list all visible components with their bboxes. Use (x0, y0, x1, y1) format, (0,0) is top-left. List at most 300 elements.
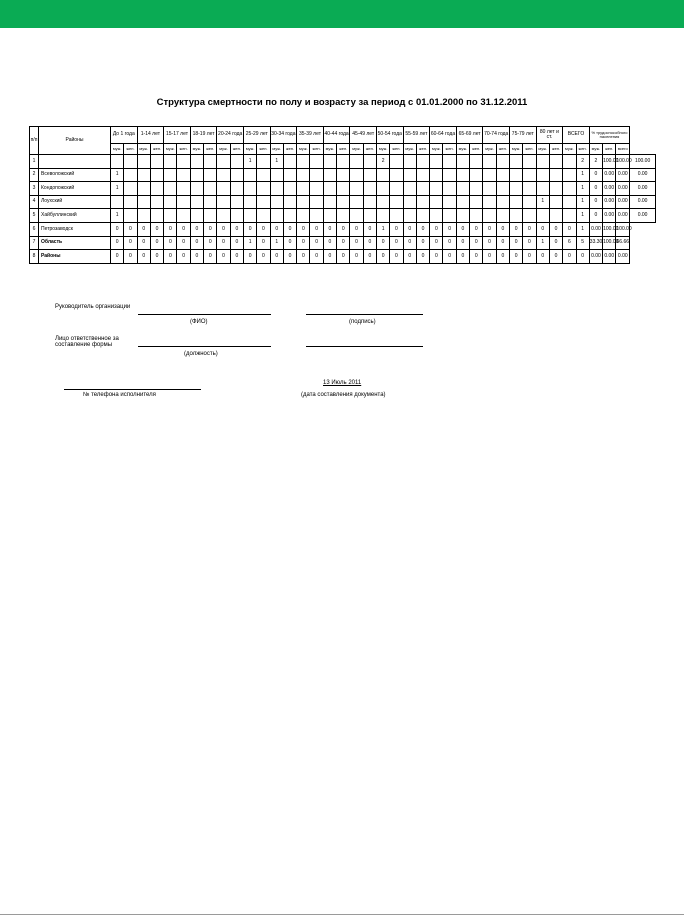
age-sex-cell: 0 (350, 250, 363, 264)
age-sex-cell (523, 182, 536, 196)
age-sex-cell (350, 168, 363, 182)
age-sex-cell: 0 (470, 250, 483, 264)
pct-all-cell: 0.00 (630, 182, 656, 196)
sub-header-female: жен. (470, 144, 483, 155)
age-group-header: 15-17 лет (164, 127, 191, 144)
sub-header-male: муж. (323, 144, 336, 155)
row-number: 4 (30, 195, 39, 209)
age-sex-cell (310, 195, 323, 209)
age-sex-cell: 0 (510, 250, 523, 264)
total-header: ВСЕГО (563, 127, 590, 144)
age-sex-cell (297, 155, 310, 169)
age-sex-cell: 0 (456, 236, 469, 250)
age-sex-cell: 0 (510, 222, 523, 236)
age-sex-cell (257, 209, 270, 223)
age-sex-cell (230, 182, 243, 196)
age-sex-cell (217, 155, 230, 169)
age-sex-cell: 0 (217, 236, 230, 250)
sub-header-female: жен. (310, 144, 323, 155)
age-sex-cell: 1 (111, 209, 124, 223)
age-sex-cell: 0 (164, 250, 177, 264)
age-sex-cell (496, 168, 509, 182)
age-sex-cell (111, 155, 124, 169)
age-sex-cell (283, 168, 296, 182)
total-female-cell: 0 (589, 195, 602, 209)
sub-header-male: муж. (111, 144, 124, 155)
table-header-row (30, 127, 656, 144)
age-sex-cell (470, 209, 483, 223)
age-sex-cell (483, 168, 496, 182)
total-male-cell: 0 (563, 250, 576, 264)
sub-header-male: муж. (536, 144, 549, 155)
age-sex-cell (523, 168, 536, 182)
age-sex-cell (523, 195, 536, 209)
age-sex-cell (137, 209, 150, 223)
table-row (30, 209, 656, 223)
age-sex-cell (563, 182, 576, 196)
age-sex-cell: 0 (164, 236, 177, 250)
age-sex-cell (523, 155, 536, 169)
age-sex-cell (376, 182, 389, 196)
age-sex-cell (124, 155, 137, 169)
age-sex-cell (430, 168, 443, 182)
age-sex-cell (190, 209, 203, 223)
age-sex-cell: 0 (230, 236, 243, 250)
age-sex-cell (403, 182, 416, 196)
age-sex-cell (376, 209, 389, 223)
age-sex-cell (297, 182, 310, 196)
age-sex-cell: 1 (243, 155, 256, 169)
age-sex-cell: 0 (337, 236, 350, 250)
sub-header-male: муж. (483, 144, 496, 155)
age-sex-cell (443, 168, 456, 182)
age-sex-cell (257, 182, 270, 196)
age-sex-cell: 0 (483, 222, 496, 236)
age-sex-cell: 0 (483, 236, 496, 250)
age-sex-cell (243, 195, 256, 209)
age-sex-cell (376, 195, 389, 209)
age-sex-cell (496, 209, 509, 223)
age-sex-cell (510, 168, 523, 182)
pct-female-cell: 0.00 (616, 195, 630, 209)
age-sex-cell: 0 (430, 250, 443, 264)
sub-header-female: жен. (257, 144, 270, 155)
age-sex-cell (283, 155, 296, 169)
age-sex-cell (536, 209, 549, 223)
age-group-header: 20-24 года (217, 127, 244, 144)
pct-female-cell: 100.00 (603, 222, 616, 236)
table-row (30, 168, 656, 182)
age-sex-cell (243, 209, 256, 223)
total-female-cell: 5 (576, 236, 589, 250)
age-sex-cell: 0 (536, 222, 549, 236)
sub-header-female: жен. (150, 144, 163, 155)
age-sex-cell (549, 195, 562, 209)
age-sex-cell (496, 195, 509, 209)
age-sex-cell: 0 (496, 222, 509, 236)
age-sex-cell: 0 (283, 222, 296, 236)
age-sex-cell (243, 182, 256, 196)
age-sex-cell (350, 182, 363, 196)
row-number: 5 (30, 209, 39, 223)
age-sex-cell (470, 195, 483, 209)
age-sex-cell (124, 182, 137, 196)
row-number: 1 (30, 155, 39, 169)
age-sex-cell (177, 155, 190, 169)
age-sex-cell (443, 209, 456, 223)
age-sex-cell: 0 (430, 236, 443, 250)
age-sex-cell (190, 155, 203, 169)
total-male-cell: 1 (576, 195, 589, 209)
age-sex-cell (150, 182, 163, 196)
age-sex-cell: 0 (323, 236, 336, 250)
age-group-header: 40-44 года (323, 127, 350, 144)
age-group-header: 50-54 года (376, 127, 403, 144)
age-sex-cell: 0 (523, 236, 536, 250)
age-sex-cell: 0 (111, 222, 124, 236)
age-sex-cell (310, 182, 323, 196)
age-sex-cell: 0 (111, 250, 124, 264)
age-sex-cell: 0 (390, 236, 403, 250)
age-sex-cell (350, 155, 363, 169)
total-female-cell: 0 (576, 250, 589, 264)
age-sex-cell: 0 (137, 250, 150, 264)
age-sex-cell: 0 (204, 222, 217, 236)
age-sex-cell: 0 (297, 236, 310, 250)
age-sex-cell (270, 182, 283, 196)
age-sex-cell: 0 (549, 250, 562, 264)
sub-header-male: муж. (456, 144, 469, 155)
sub-header-female: жен. (230, 144, 243, 155)
sub-header-female: жен. (390, 144, 403, 155)
age-sex-cell (443, 155, 456, 169)
age-sex-cell: 0 (230, 222, 243, 236)
table-row (30, 250, 656, 264)
age-sex-cell: 0 (150, 222, 163, 236)
pct-male-cell: 100.00 (603, 155, 616, 169)
age-sex-cell: 2 (376, 155, 389, 169)
age-sex-cell (483, 155, 496, 169)
sub-header-all: всего (616, 144, 630, 155)
age-sex-cell: 0 (270, 222, 283, 236)
age-sex-cell: 0 (549, 222, 562, 236)
age-sex-cell (430, 195, 443, 209)
age-sex-cell (297, 209, 310, 223)
sub-header-male: муж. (243, 144, 256, 155)
sub-header-male: муж. (510, 144, 523, 155)
position-caption: (должность) (184, 351, 218, 357)
age-sex-cell (403, 209, 416, 223)
total-male-cell: 1 (576, 182, 589, 196)
age-sex-cell (416, 195, 429, 209)
bottom-divider (0, 914, 684, 915)
age-sex-cell (549, 209, 562, 223)
age-sex-cell: 0 (523, 222, 536, 236)
age-group-header: 30-34 года (270, 127, 297, 144)
age-sex-cell (177, 195, 190, 209)
age-sex-cell (270, 168, 283, 182)
sub-header-male: муж. (297, 144, 310, 155)
total-male-cell: 6 (563, 236, 576, 250)
age-sex-cell: 0 (416, 236, 429, 250)
age-sex-cell: 1 (270, 236, 283, 250)
sub-header-male: муж. (430, 144, 443, 155)
age-sex-cell (310, 168, 323, 182)
age-sex-cell (510, 209, 523, 223)
age-sex-cell: 0 (204, 236, 217, 250)
sub-header-male: муж. (376, 144, 389, 155)
responsible-label: Лицо ответственное за составление формы (55, 336, 119, 348)
col-district-header: Районы (39, 127, 111, 155)
age-sex-cell (456, 195, 469, 209)
age-sex-cell (403, 168, 416, 182)
age-sex-cell: 0 (416, 222, 429, 236)
age-sex-cell: 1 (243, 236, 256, 250)
age-sex-cell: 0 (190, 250, 203, 264)
age-sex-cell (257, 195, 270, 209)
age-sex-cell (137, 182, 150, 196)
age-sex-cell: 0 (390, 222, 403, 236)
age-sex-cell: 0 (323, 222, 336, 236)
total-female-cell: 0 (589, 168, 602, 182)
age-sex-cell (124, 209, 137, 223)
age-sex-cell (363, 155, 376, 169)
total-male-cell: 1 (576, 209, 589, 223)
age-sex-cell: 0 (177, 236, 190, 250)
age-sex-cell: 0 (403, 236, 416, 250)
age-sex-cell (243, 168, 256, 182)
age-sex-cell (323, 182, 336, 196)
age-sex-cell (510, 195, 523, 209)
signature-line (306, 314, 423, 315)
row-number: 6 (30, 222, 39, 236)
age-sex-cell: 0 (470, 236, 483, 250)
pct-all-cell: 100.00 (630, 155, 656, 169)
age-sex-cell (204, 155, 217, 169)
age-sex-cell: 0 (177, 222, 190, 236)
district-name: Лоухский (39, 195, 111, 209)
age-sex-cell (549, 155, 562, 169)
working-age-pct-header: % трудоспособного населения (589, 127, 629, 144)
col-num-header: п/п (30, 127, 39, 155)
age-sex-cell: 0 (456, 250, 469, 264)
sub-header-male: муж. (217, 144, 230, 155)
age-sex-cell (230, 195, 243, 209)
age-sex-cell (323, 209, 336, 223)
sub-header-male: муж. (403, 144, 416, 155)
sub-header-female: жен. (124, 144, 137, 155)
age-sex-cell: 0 (390, 250, 403, 264)
age-sex-cell: 0 (416, 250, 429, 264)
age-sex-cell (230, 168, 243, 182)
age-sex-cell (416, 168, 429, 182)
age-sex-cell: 0 (137, 222, 150, 236)
age-sex-cell: 0 (257, 250, 270, 264)
age-sex-cell: 0 (430, 222, 443, 236)
sub-header-female: жен. (337, 144, 350, 155)
age-sex-cell (363, 209, 376, 223)
age-group-header: 55-59 лет (403, 127, 430, 144)
age-sex-cell (230, 209, 243, 223)
age-sex-cell (470, 155, 483, 169)
age-sex-cell: 0 (257, 222, 270, 236)
age-sex-cell: 0 (190, 236, 203, 250)
pct-male-cell: 33.30 (589, 236, 602, 250)
age-sex-cell (443, 195, 456, 209)
age-sex-cell (483, 209, 496, 223)
sub-header-female: жен. (204, 144, 217, 155)
age-sex-cell: 0 (217, 222, 230, 236)
age-group-header: 70-74 года (483, 127, 510, 144)
district-name: Область (39, 236, 111, 250)
age-sex-cell (217, 182, 230, 196)
pct-male-cell: 0.00 (603, 195, 616, 209)
age-sex-cell: 0 (549, 236, 562, 250)
age-sex-cell: 0 (443, 236, 456, 250)
age-sex-cell (563, 195, 576, 209)
age-sex-cell (376, 168, 389, 182)
age-sex-cell: 1 (536, 195, 549, 209)
table-row (30, 222, 656, 236)
age-sex-cell: 0 (376, 236, 389, 250)
age-sex-cell: 0 (310, 250, 323, 264)
age-sex-cell (217, 209, 230, 223)
pct-all-cell: 0.00 (630, 168, 656, 182)
age-sex-cell: 0 (443, 250, 456, 264)
age-sex-cell (443, 182, 456, 196)
fio-caption: (ФИО) (190, 319, 208, 325)
age-sex-cell (323, 195, 336, 209)
age-sex-cell (137, 155, 150, 169)
pct-all-cell: 100.00 (616, 222, 630, 236)
age-sex-cell: 0 (523, 250, 536, 264)
age-sex-cell: 0 (456, 222, 469, 236)
age-sex-cell (323, 168, 336, 182)
age-sex-cell: 0 (337, 250, 350, 264)
age-sex-cell (430, 182, 443, 196)
age-sex-cell (496, 182, 509, 196)
table-row (30, 155, 656, 169)
age-sex-cell (137, 168, 150, 182)
age-sex-cell (456, 168, 469, 182)
age-sex-cell: 0 (310, 222, 323, 236)
age-sex-cell (124, 168, 137, 182)
district-name: Районы (39, 250, 111, 264)
age-sex-cell (177, 168, 190, 182)
pct-female-cell: 0.00 (616, 209, 630, 223)
sub-header-male: муж. (563, 144, 576, 155)
age-sex-cell: 0 (443, 222, 456, 236)
total-male-cell: 0 (563, 222, 576, 236)
age-sex-cell: 0 (310, 236, 323, 250)
age-sex-cell (430, 155, 443, 169)
age-sex-cell: 0 (124, 222, 137, 236)
age-sex-cell (350, 195, 363, 209)
age-sex-cell (390, 209, 403, 223)
age-sex-cell (230, 155, 243, 169)
age-sex-cell: 0 (217, 250, 230, 264)
age-sex-cell: 0 (257, 236, 270, 250)
age-sex-cell: 0 (297, 222, 310, 236)
age-sex-cell (390, 155, 403, 169)
age-sex-cell: 0 (230, 250, 243, 264)
age-sex-cell (137, 195, 150, 209)
age-sex-cell (390, 182, 403, 196)
age-sex-cell: 0 (124, 250, 137, 264)
age-sex-cell (164, 209, 177, 223)
district-name: Петрозаводск (39, 222, 111, 236)
phone-caption: № телефона исполнителя (83, 392, 156, 398)
age-sex-cell: 0 (150, 236, 163, 250)
age-sex-cell (483, 182, 496, 196)
pct-all-cell: 0.00 (630, 195, 656, 209)
age-sex-cell: 0 (323, 250, 336, 264)
age-group-header: 60-64 года (430, 127, 457, 144)
age-group-header: 18-19 лет (190, 127, 217, 144)
age-sex-cell: 0 (297, 250, 310, 264)
age-sex-cell: 0 (536, 250, 549, 264)
age-sex-cell: 0 (190, 222, 203, 236)
sub-header-female: жен. (496, 144, 509, 155)
age-sex-cell (190, 195, 203, 209)
age-sex-cell (337, 195, 350, 209)
pct-female-cell: 100.00 (603, 236, 616, 250)
age-sex-cell: 0 (283, 250, 296, 264)
age-sex-cell: 0 (243, 222, 256, 236)
age-sex-cell (390, 168, 403, 182)
age-sex-cell (283, 182, 296, 196)
age-sex-cell (483, 195, 496, 209)
pct-female-cell: 0.00 (616, 168, 630, 182)
signature2-line (306, 346, 423, 347)
row-number: 3 (30, 182, 39, 196)
sub-header-male: муж. (190, 144, 203, 155)
sub-header-male: муж. (137, 144, 150, 155)
age-sex-cell: 0 (470, 222, 483, 236)
age-group-header: До 1 года (111, 127, 138, 144)
pct-male-cell: 0.00 (589, 250, 602, 264)
age-sex-cell (270, 195, 283, 209)
age-sex-cell (470, 182, 483, 196)
sub-header-male: муж. (164, 144, 177, 155)
age-sex-cell (164, 155, 177, 169)
age-sex-cell (456, 155, 469, 169)
age-sex-cell: 0 (243, 250, 256, 264)
age-group-header: 1-14 лет (137, 127, 164, 144)
total-female-cell: 1 (576, 222, 589, 236)
age-sex-cell: 0 (164, 222, 177, 236)
head-label: Руководитель организации (55, 304, 131, 310)
age-sex-cell: 1 (270, 155, 283, 169)
age-sex-cell: 0 (363, 250, 376, 264)
age-sex-cell (190, 168, 203, 182)
pct-female-cell: 0.00 (616, 182, 630, 196)
age-sex-cell: 0 (204, 250, 217, 264)
age-sex-cell (217, 168, 230, 182)
sub-header-female: жен. (576, 144, 589, 155)
pct-male-cell: 0.00 (603, 182, 616, 196)
age-sex-cell (164, 182, 177, 196)
age-sex-cell: 0 (337, 222, 350, 236)
age-sex-cell: 0 (150, 250, 163, 264)
age-sex-cell (204, 168, 217, 182)
age-sex-cell (416, 155, 429, 169)
age-sex-cell (204, 182, 217, 196)
age-sex-cell (510, 155, 523, 169)
age-sex-cell (204, 195, 217, 209)
age-sex-cell (283, 209, 296, 223)
sub-header-female: жен. (283, 144, 296, 155)
